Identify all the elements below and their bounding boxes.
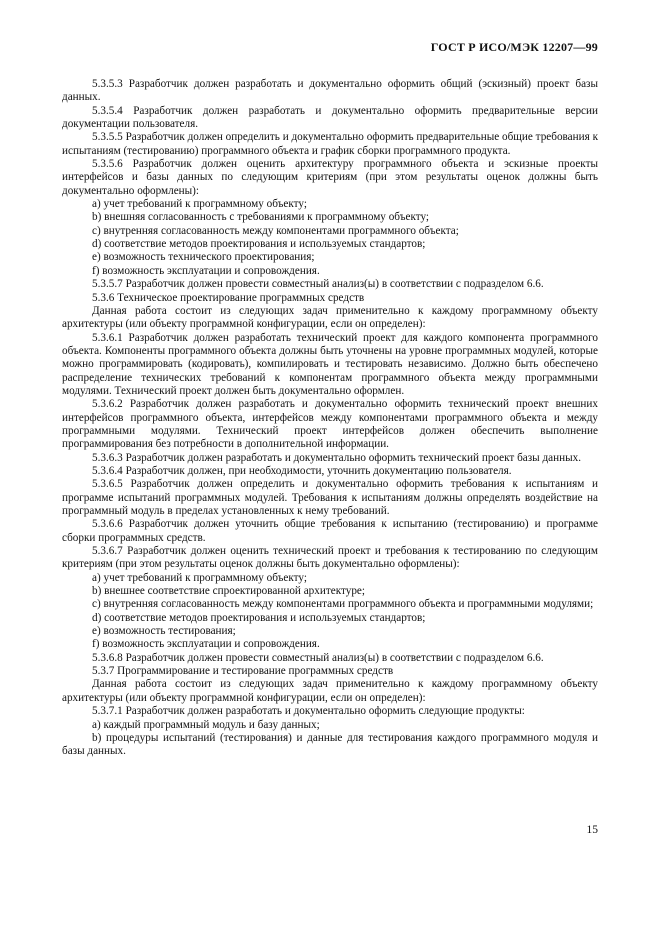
paragraph: 5.3.6.6 Разработчик должен уточнить общие требования к испытанию (тестированию) и программе сборки программных средств. <box>62 518 598 544</box>
paragraph: 5.3.6.2 Разработчик должен разработать и документально оформить технический проект внешних интерфейсов программного объекта, интерфейсов между компонентами программного объекта и между программными модулями. Технический проект интерфейсов должен обеспечить выполнение программирования без потребности в дополнительной информации. <box>62 398 598 451</box>
paragraph: Данная работа состоит из следующих задач применительно к каждому программному объекту архитектуры (или объекту программной конфигурации, если он определен): <box>62 304 598 331</box>
paragraph: 5.3.6.3 Разработчик должен разработать и документально оформить технический проект базы данных. <box>92 451 582 464</box>
list-item: a) каждый программный модуль и базу данных; <box>92 718 320 731</box>
paragraph: 5.3.5.7 Разработчик должен провести совместный анализ(ы) в соответствии с подразделом 6.6. <box>92 278 544 291</box>
paragraph: 5.3.6.4 Разработчик должен, при необходимости, уточнить документацию пользователя. <box>92 464 512 477</box>
list-item: a) учет требований к программному объекту; <box>92 198 307 211</box>
paragraph: 5.3.5.3 Разработчик должен разработать и документально оформить общий (эскизный) проект базы данных. <box>62 78 598 104</box>
paragraph: c) внутренняя согласованность между компонентами программного объекта и программными модулями; <box>92 598 594 611</box>
paragraph: 5.3.6.7 Разработчик должен оценить технический проект и требования к тестированию по следующим критериям (при этом результаты оценок должны быть документально оформлены): <box>62 545 598 571</box>
list-item: e) возможность тестирования; <box>92 625 236 638</box>
page-number: 15 <box>586 824 598 836</box>
paragraph: 5.3.6.5 Разработчик должен определить и документально оформить требования к испытаниям и программе испытаний программных модулей. Требования к испытаниям должны определять воздействие на программный модуль в пределах установленных к нему требований. <box>62 478 598 517</box>
list-item: d) соответствие методов проектирования и используемых стандартов; <box>92 238 426 251</box>
paragraph: 5.3.5.4 Разработчик должен разработать и документально оформить предварительные версии документации пользователя. <box>62 104 598 131</box>
paragraph: 5.3.7.1 Разработчик должен разработать и документально оформить следующие продукты: <box>92 705 525 718</box>
page-header: ГОСТ Р ИСО/МЭК 12207—99 <box>430 40 598 54</box>
list-item: f) возможность эксплуатации и сопровождения. <box>92 264 320 277</box>
paragraph: 5.3.7 Программирование и тестирование программных средств <box>92 665 394 678</box>
paragraph: 5.3.6.1 Разработчик должен разработать технический проект для каждого компонента программного объекта. Компоненты программного объекта должны быть уточнены на уровне программных модулей, которые можно программировать (кодировать), компилировать и тестировать независимо. Должно быть обеспечено распределение технических требований к компонентам программного объекта между программными модулями. Технический проект должен быть документально оформлен. <box>62 331 598 397</box>
paragraph: 5.3.5.6 Разработчик должен оценить архитектуру программного объекта и эскизные проекты интерфейсов и базы данных по следующим критериям (при этом результаты оценок должны быть документально оформлены): <box>62 158 598 197</box>
list-item: a) учет требований к программному объекту; <box>92 571 307 584</box>
list-item: e) возможность технического проектирования; <box>92 251 315 264</box>
list-item: b) внешнее соответствие спроектированной архитектуре; <box>92 585 366 598</box>
list-item: b) внешняя согласованность с требованиями к программному объекту; <box>92 211 430 224</box>
paragraph: Данная работа состоит из следующих задач применительно к каждому программному объекту архитектуры (или объекту программной конфигурации, если он определен): <box>62 678 598 704</box>
paragraph: 5.3.5.5 Разработчик должен определить и документально оформить предварительные общие требования к испытаниям (тестированию) программного объекта и график сборки программного продукта. <box>62 131 598 157</box>
list-item: f) возможность эксплуатации и сопровождения. <box>92 638 320 651</box>
document-body <box>62 78 598 759</box>
paragraph: b) процедуры испытаний (тестирования) и данные для тестирования каждого программного модуля и базы данных. <box>62 731 598 758</box>
list-item: c) внутренняя согласованность между компонентами программного объекта; <box>92 224 459 237</box>
paragraph: 5.3.6.8 Разработчик должен провести совместный анализ(ы) в соответствии с подразделом 6.6. <box>92 651 544 664</box>
paragraph: 5.3.6 Техническое проектирование программных средств <box>92 291 365 304</box>
list-item: d) соответствие методов проектирования и используемых стандартов; <box>92 611 426 624</box>
